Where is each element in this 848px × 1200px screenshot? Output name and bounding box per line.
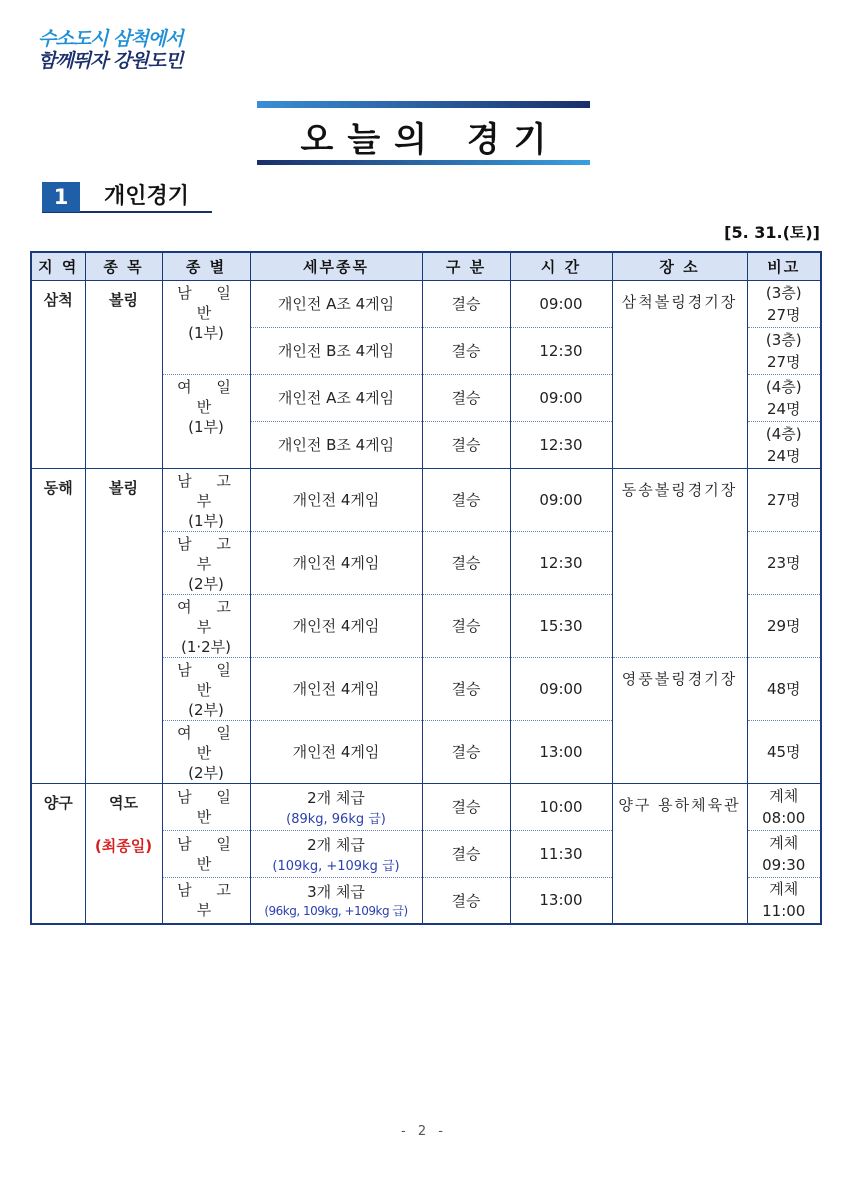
type-cell: 결승 xyxy=(422,830,510,877)
category-cell: 여 일 반 (2부) xyxy=(162,720,250,783)
type-cell: 결승 xyxy=(422,327,510,374)
time-cell: 12:30 xyxy=(510,531,612,594)
note-cell: (4층) 24명 xyxy=(747,374,821,421)
note-cell: (4층) 24명 xyxy=(747,421,821,468)
sport-cell: 볼링 xyxy=(85,468,162,783)
type-cell: 결승 xyxy=(422,720,510,783)
region-cell: 동해 xyxy=(31,468,85,783)
event-cell: 개인전 A조 4게임 xyxy=(250,280,422,327)
event-cell: 개인전 4게임 xyxy=(250,594,422,657)
note-cell: 45명 xyxy=(747,720,821,783)
table-row xyxy=(31,783,821,830)
title-bottom-bar xyxy=(257,160,590,165)
time-cell: 10:00 xyxy=(510,783,612,830)
type-cell: 결승 xyxy=(422,783,510,830)
type-cell: 결승 xyxy=(422,531,510,594)
event-cell: 개인전 B조 4게임 xyxy=(250,327,422,374)
time-cell: 13:00 xyxy=(510,720,612,783)
type-cell: 결승 xyxy=(422,421,510,468)
time-cell: 09:00 xyxy=(510,468,612,531)
category-cell: 남 일 반 (2부) xyxy=(162,657,250,720)
note-cell: 23명 xyxy=(747,531,821,594)
event-cell: 개인전 4게임 xyxy=(250,720,422,783)
header-sport: 종 목 xyxy=(85,252,162,280)
schedule-table xyxy=(30,251,822,925)
note-cell: (3층) 27명 xyxy=(747,280,821,327)
time-cell: 12:30 xyxy=(510,327,612,374)
note-cell: 48명 xyxy=(747,657,821,720)
time-cell: 13:00 xyxy=(510,877,612,924)
page-title: 오늘의 경기 xyxy=(300,120,561,160)
note-cell: 계체 09:30 xyxy=(747,830,821,877)
sport-cell: 볼링 xyxy=(85,280,162,468)
event-cell: 개인전 B조 4게임 xyxy=(250,421,422,468)
note-cell: 29명 xyxy=(747,594,821,657)
time-cell: 15:30 xyxy=(510,594,612,657)
type-cell: 결승 xyxy=(422,594,510,657)
section-title: 개인경기 xyxy=(104,184,190,209)
header-venue: 장 소 xyxy=(612,252,747,280)
type-cell: 결승 xyxy=(422,877,510,924)
header-note: 비고 xyxy=(747,252,821,280)
type-cell: 결승 xyxy=(422,468,510,531)
region-cell: 삼척 xyxy=(31,280,85,468)
note-cell: 계체 08:00 xyxy=(747,783,821,830)
time-cell: 09:00 xyxy=(510,280,612,327)
note-cell: 27명 xyxy=(747,468,821,531)
header-event: 세부종목 xyxy=(250,252,422,280)
event-cell: 개인전 4게임 xyxy=(250,468,422,531)
title-top-bar xyxy=(257,101,590,108)
header-category: 종 별 xyxy=(162,252,250,280)
event-cell: 2개 체급 (109kg, +109kg 급) xyxy=(250,830,422,877)
table-header-row xyxy=(31,252,821,280)
page-number: - 2 - xyxy=(401,1124,447,1139)
type-cell: 결승 xyxy=(422,657,510,720)
time-cell: 09:00 xyxy=(510,374,612,421)
note-cell: 계체 11:00 xyxy=(747,877,821,924)
category-cell: 남 일 반 xyxy=(162,783,250,830)
category-cell: 남 고 부 (1부) xyxy=(162,468,250,531)
section-number: 1 xyxy=(42,182,80,212)
category-cell: 남 고 부 xyxy=(162,877,250,924)
page-title-box xyxy=(257,101,590,165)
event-cell: 개인전 4게임 xyxy=(250,657,422,720)
table-row xyxy=(31,468,821,531)
type-cell: 결승 xyxy=(422,280,510,327)
header-type: 구 분 xyxy=(422,252,510,280)
category-cell: 여 일 반 (1부) xyxy=(162,374,250,468)
venue-cell: 동송볼링경기장 xyxy=(612,468,747,657)
category-cell: 남 고 부 (2부) xyxy=(162,531,250,594)
event-cell: 3개 체급 (96kg, 109kg, +109kg 급) xyxy=(250,877,422,924)
header-time: 시 간 xyxy=(510,252,612,280)
time-cell: 12:30 xyxy=(510,421,612,468)
time-cell: 11:30 xyxy=(510,830,612,877)
sport-cell: 역도 (최종일) xyxy=(85,783,162,924)
event-cell: 2개 체급 (89kg, 96kg 급) xyxy=(250,783,422,830)
region-cell: 양구 xyxy=(31,783,85,924)
venue-cell: 영풍볼링경기장 xyxy=(612,657,747,783)
table-row xyxy=(31,280,821,327)
venue-cell: 삼척볼링경기장 xyxy=(612,280,747,468)
logo-slogan-line2: 함께뛰자 강원도민 xyxy=(38,50,183,72)
section-heading xyxy=(42,180,212,213)
category-cell: 남 일 반 xyxy=(162,830,250,877)
event-cell: 개인전 A조 4게임 xyxy=(250,374,422,421)
venue-cell: 양구 용하체육관 xyxy=(612,783,747,924)
logo-slogan-line1: 수소도시 삼척에서 xyxy=(38,28,183,50)
time-cell: 09:00 xyxy=(510,657,612,720)
category-cell: 여 고 부 (1·2부) xyxy=(162,594,250,657)
final-day-label: (최종일) xyxy=(94,836,153,855)
category-cell: 남 일 반 (1부) xyxy=(162,280,250,374)
schedule-date: [5. 31.(토)] xyxy=(724,223,820,242)
note-cell: (3층) 27명 xyxy=(747,327,821,374)
header-region: 지 역 xyxy=(31,252,85,280)
logo xyxy=(38,28,182,72)
type-cell: 결승 xyxy=(422,374,510,421)
event-cell: 개인전 4게임 xyxy=(250,531,422,594)
